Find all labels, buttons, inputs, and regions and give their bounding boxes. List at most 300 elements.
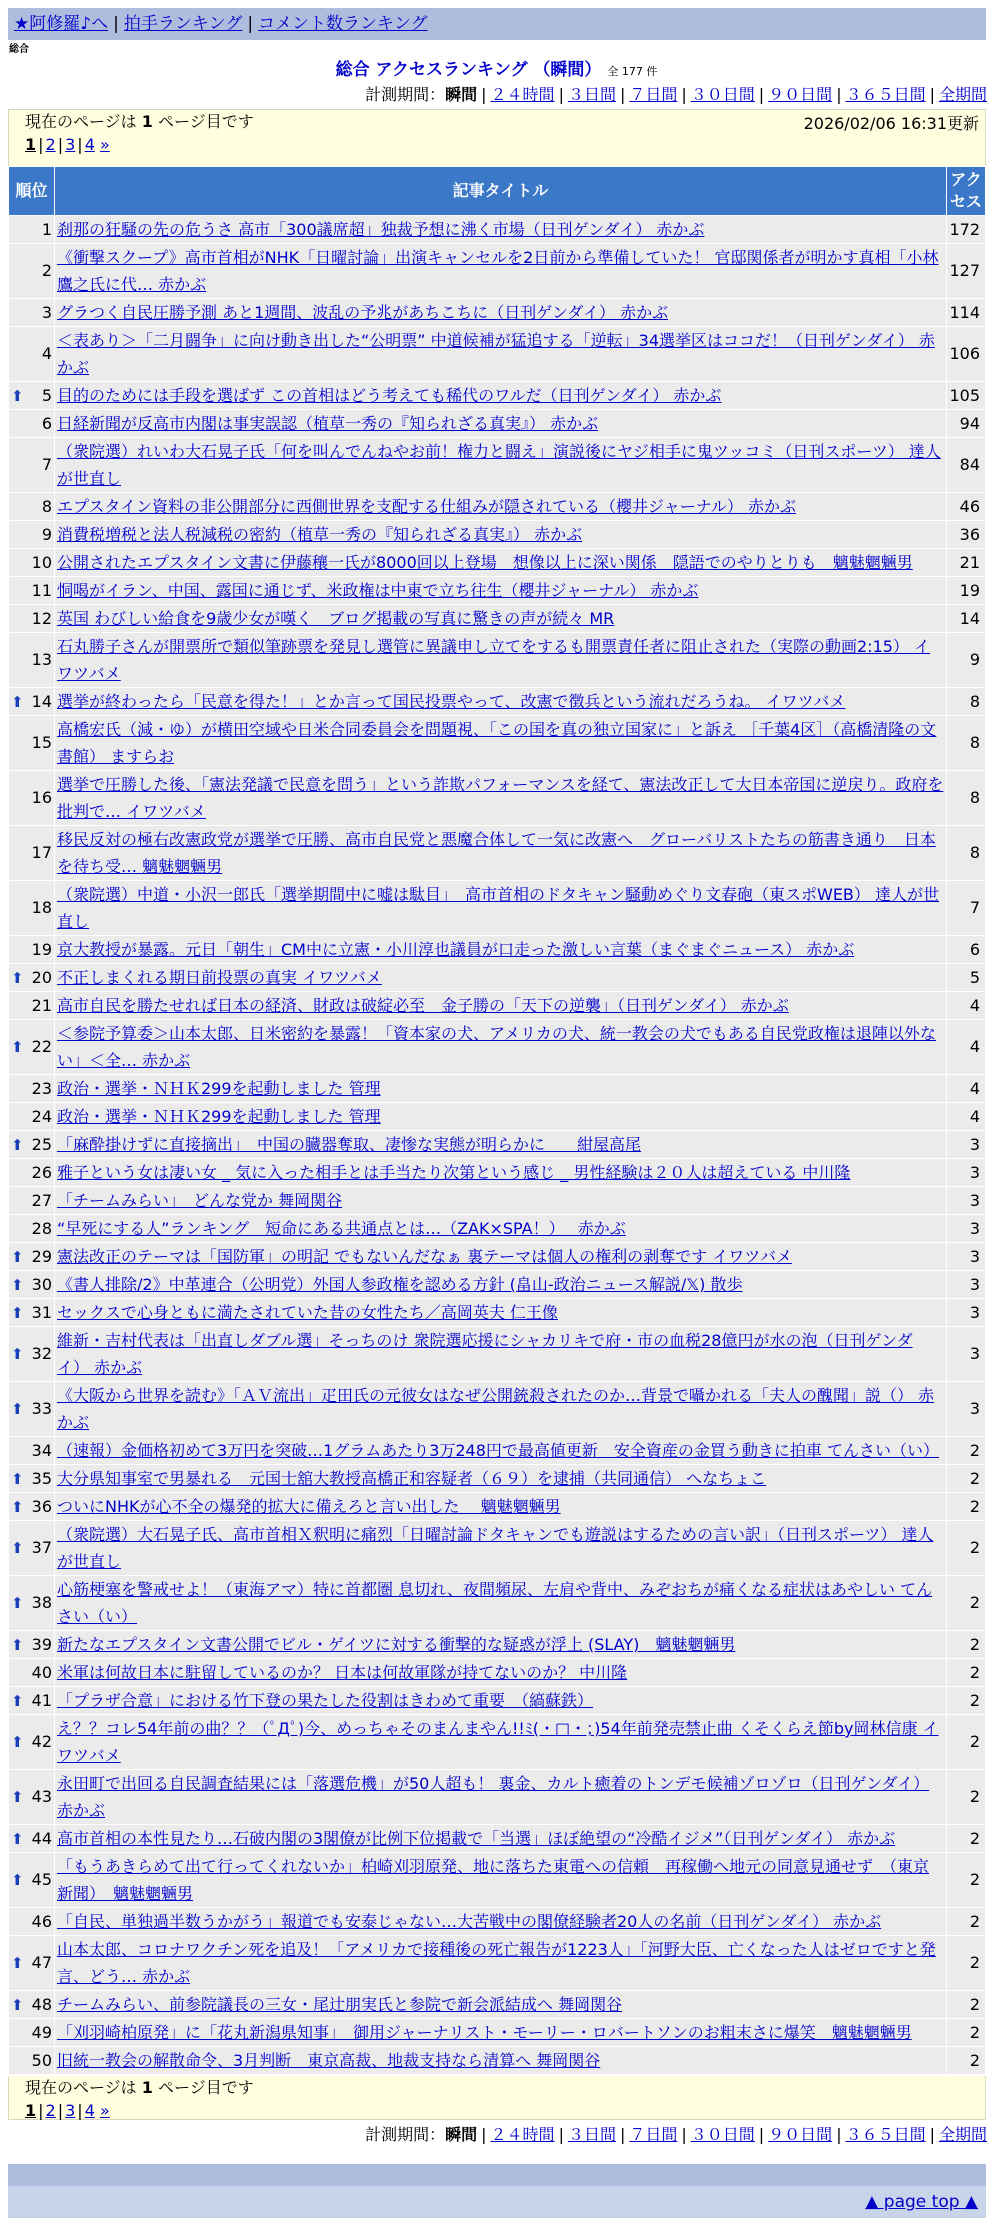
table-row bbox=[9, 1437, 985, 1464]
access-count: 3 bbox=[947, 1215, 985, 1242]
period-link-2[interactable]: ３日間 bbox=[567, 85, 616, 104]
access-count: 105 bbox=[947, 382, 985, 409]
page-separator: | bbox=[77, 135, 83, 154]
article-link[interactable]: 恫喝がイラン、中国、露国に通じず、米政権は中東で立ち往生（櫻井ジャーナル） 赤かぶ bbox=[57, 581, 699, 600]
period-separator: | bbox=[619, 85, 626, 104]
rank-cell bbox=[9, 244, 54, 298]
page-status-bottom: 現在のページは 1 ページ目です bbox=[25, 2078, 254, 2097]
article-link[interactable]: 《書人排除/2》中革連合（公明党）外国人参政権を認める方針 (畠山-政治ニュース解説/𝕏) 散歩 bbox=[57, 1275, 743, 1294]
article-link[interactable]: ＜参院予算委＞山本太郎、日米密約を暴露！「資本家の犬、アメリカの犬、統一教会の犬でもある自民党政権は退陣以外ない」＜全… 赤かぶ bbox=[57, 1024, 936, 1070]
table-row bbox=[9, 964, 985, 991]
rank-cell bbox=[9, 1382, 54, 1436]
rank-number: 1 bbox=[41, 219, 52, 239]
table-row bbox=[9, 493, 985, 520]
up-arrow-icon: ⬆ bbox=[11, 1733, 24, 1751]
title-cell bbox=[55, 826, 946, 880]
access-count: 3 bbox=[947, 1187, 985, 1214]
table-row bbox=[9, 1299, 985, 1326]
article-link[interactable]: 心筋梗塞を警戒せよ！（東海アマ）特に首都圏 息切れ、夜間頻尿、左肩や背中、みぞおちが痛くなる症状はあやしい てんさい（い） bbox=[57, 1580, 933, 1626]
article-link[interactable]: 「自民、単独過半数うかがう」報道でも安泰じゃない…大苦戦中の閣僚経験者20人の名前（日刊ゲンダイ） 赤かぶ bbox=[57, 1912, 882, 1931]
table-row bbox=[9, 936, 985, 963]
page-separator: | bbox=[77, 2101, 83, 2120]
table-row bbox=[9, 549, 985, 576]
title-cell bbox=[55, 521, 946, 548]
rank-number: 11 bbox=[31, 580, 52, 600]
title-cell bbox=[55, 2047, 946, 2074]
title-cell bbox=[55, 1103, 946, 1130]
table-row bbox=[9, 327, 985, 381]
rank-cell bbox=[9, 216, 54, 243]
article-link[interactable]: 山本太郎、コロナワクチン死を追及！「アメリカで接種後の死亡報告が1223人」「河野大臣、亡くなった人はゼロですと発言、どう… 赤かぶ bbox=[57, 1940, 936, 1986]
page-status: 現在のページは 1 ページ目です bbox=[25, 112, 254, 131]
table-row bbox=[9, 1908, 985, 1935]
period-separator: | bbox=[558, 2125, 564, 2144]
title-cell bbox=[55, 2019, 946, 2046]
period-link-7[interactable]: 全期間 bbox=[938, 85, 987, 104]
period-separator: | bbox=[836, 85, 842, 104]
rank-cell bbox=[9, 1465, 54, 1492]
period-link-6[interactable]: ３６５日間 bbox=[845, 2125, 926, 2144]
access-count: 14 bbox=[947, 605, 985, 632]
table-row bbox=[9, 410, 985, 437]
article-link[interactable]: セックスで心身ともに満たされていた昔の女性たち／高岡英夫 仁王像 bbox=[57, 1303, 558, 1322]
period-link-2[interactable]: ３日間 bbox=[567, 2125, 616, 2144]
period-separator: | bbox=[758, 2125, 765, 2144]
rank-number: 6 bbox=[41, 413, 52, 433]
up-arrow-icon: ⬆ bbox=[11, 1303, 24, 1322]
up-arrow-icon: ⬆ bbox=[11, 1871, 24, 1889]
rank-number: 30 bbox=[31, 1274, 52, 1294]
table-row bbox=[9, 521, 985, 548]
article-link[interactable]: 旧統一教会の解散命令、3月判断 東京高裁、地裁支持なら清算へ 舞岡関谷 bbox=[57, 2051, 601, 2070]
title-cell bbox=[55, 1271, 946, 1298]
article-link[interactable]: 「チームみらい」 どんな党か 舞岡関谷 bbox=[57, 1191, 343, 1210]
article-link[interactable]: ＜表あり＞「二月闘争」に向け動き出した“公明票” 中道候補が猛追する「逆転」34選挙区はココだ！（日刊ゲンダイ） 赤かぶ bbox=[57, 331, 935, 377]
rank-number: 33 bbox=[31, 1399, 52, 1418]
rank-cell bbox=[9, 1437, 54, 1464]
period-link-6[interactable]: ３６５日間 bbox=[845, 85, 926, 104]
title-cell bbox=[55, 410, 946, 437]
rank-number: 2 bbox=[41, 261, 52, 280]
article-link[interactable]: チームみらい、前参院議長の三女・尾辻朋実氏と参院で新会派結成へ 舞岡関谷 bbox=[57, 1995, 623, 2014]
table-row bbox=[9, 2047, 985, 2074]
title-cell bbox=[55, 1131, 946, 1158]
asyura-home-link[interactable]: ★阿修羅♪へ bbox=[14, 14, 109, 34]
access-count: 8 bbox=[947, 771, 985, 825]
period-link-3[interactable]: ７日間 bbox=[629, 85, 678, 104]
rank-cell bbox=[9, 1103, 54, 1130]
article-link[interactable]: 《大阪から世界を読む》「ＡＶ流出」疋田氏の元彼女はなぜ公開銃殺されたのか…背景で囁かれる「夫人の醜聞」説（） 赤かぶ bbox=[57, 1386, 935, 1432]
clap-ranking-link[interactable]: 拍手ランキング bbox=[123, 14, 243, 34]
access-column-header: アクセス bbox=[947, 167, 985, 215]
access-count: 9 bbox=[947, 633, 985, 687]
article-link[interactable]: 京大教授が暴露。元日「朝生」CM中に立憲・小川淳也議員が口走った激しい言葉（まぐまぐニュース） 赤かぶ bbox=[57, 940, 855, 959]
rank-number: 49 bbox=[31, 2022, 52, 2042]
article-link[interactable]: え？？コレ54年前の曲？？（ﾟДﾟ)今、めっちゃそのまんまやん!!ﾐ(・□・；)54年前発売禁止曲 くそくらえ節by岡林信康 イワツバメ bbox=[57, 1719, 939, 1765]
access-count: 8 bbox=[947, 688, 985, 715]
up-arrow-icon: ⬆ bbox=[11, 1135, 24, 1154]
access-count: 2 bbox=[947, 1715, 985, 1769]
access-count: 106 bbox=[947, 327, 985, 381]
title-cell bbox=[55, 493, 946, 520]
page-top-link[interactable]: ▲ page top ▲ bbox=[865, 2192, 978, 2212]
access-count: 2 bbox=[947, 1936, 985, 1990]
access-count: 19 bbox=[947, 577, 985, 604]
table-row bbox=[9, 716, 985, 770]
rank-number: 50 bbox=[31, 2050, 52, 2070]
article-link[interactable]: 大分県知事室で男暴れる 元国士舘大教授高橋正和容疑者（６９）を逮捕（共同通信） へなちょこ bbox=[57, 1469, 767, 1488]
table-row bbox=[9, 244, 985, 298]
title-cell bbox=[55, 1631, 946, 1658]
rank-cell bbox=[9, 1493, 54, 1520]
footer-bar bbox=[8, 2164, 986, 2186]
rank-number: 24 bbox=[31, 1106, 52, 1126]
rank-number: 25 bbox=[31, 1134, 52, 1154]
table-row bbox=[9, 1493, 985, 1520]
up-arrow-icon: ⬆ bbox=[11, 1788, 24, 1806]
article-link[interactable]: （衆院選）れいわ大石晃子氏「何を叫んでんねやお前！権力と闘え」演説後にヤジ相手に鬼ツッコミ（日刊スポーツ） 達人が世直し bbox=[57, 442, 941, 488]
access-count: 3 bbox=[947, 1243, 985, 1270]
rank-number: 14 bbox=[31, 691, 52, 711]
title-cell bbox=[55, 1853, 946, 1907]
access-count: 3 bbox=[947, 1159, 985, 1186]
up-arrow-icon: ⬆ bbox=[11, 1995, 24, 2014]
page-numbers-top bbox=[25, 134, 969, 156]
rank-cell bbox=[9, 1991, 54, 2018]
up-arrow-icon: ⬆ bbox=[11, 1594, 24, 1612]
table-row bbox=[9, 771, 985, 825]
period-separator: | bbox=[481, 85, 487, 104]
article-link[interactable]: 「プラザ合意」における竹下登の果たした役割はきわめて重要 （縞蘇鉄） bbox=[57, 1691, 594, 1710]
table-row bbox=[9, 1687, 985, 1714]
title-cell bbox=[55, 1936, 946, 1990]
next-page-link[interactable]: » bbox=[99, 2101, 110, 2120]
up-arrow-icon: ⬆ bbox=[11, 1469, 24, 1488]
rank-cell bbox=[9, 1687, 54, 1714]
rank-cell bbox=[9, 1187, 54, 1214]
rank-cell bbox=[9, 1770, 54, 1824]
rank-cell bbox=[9, 1936, 54, 1990]
table-row bbox=[9, 1853, 985, 1907]
table-row bbox=[9, 1631, 985, 1658]
page-link-3[interactable]: 3 bbox=[65, 2101, 76, 2120]
pagination-top bbox=[8, 109, 986, 167]
rank-cell bbox=[9, 382, 54, 409]
page-title: 総合 アクセスランキング （瞬間） bbox=[335, 60, 602, 80]
rank-cell bbox=[9, 1659, 54, 1686]
article-link[interactable]: 政治・選挙・ＮＨＫ299を起動しました 管理 bbox=[57, 1079, 381, 1098]
article-link[interactable]: （衆院選）大石晃子氏、高市首相Ｘ釈明に痛烈「日曜討論ドタキャンでも遊説はするための言い訳」（日刊スポーツ） 達人が世直し bbox=[57, 1525, 934, 1571]
period-separator: | bbox=[558, 85, 564, 104]
title-cell bbox=[55, 936, 946, 963]
page-link-3[interactable]: 3 bbox=[65, 135, 76, 154]
access-count: 7 bbox=[947, 881, 985, 935]
rank-number: 34 bbox=[31, 1440, 52, 1460]
access-count: 114 bbox=[947, 299, 985, 326]
period-separator: | bbox=[758, 85, 765, 104]
article-link[interactable]: 消費税増税と法人税減税の密約（植草一秀の『知られざる真実』） 赤かぶ bbox=[57, 525, 583, 544]
table-row bbox=[9, 577, 985, 604]
article-link[interactable]: ついにNHKが心不全の爆発的拡大に備えろと言い出した 魑魅魍魎男 bbox=[57, 1497, 561, 1516]
page-separator: | bbox=[38, 2101, 44, 2120]
article-link[interactable]: エプスタイン資料の非公開部分に西側世界を支配する仕組みが隠されている（櫻井ジャーナル） 赤かぶ bbox=[57, 497, 797, 516]
table-row bbox=[9, 1659, 985, 1686]
up-arrow-icon: ⬆ bbox=[11, 1038, 24, 1056]
period-link-4[interactable]: ３０日間 bbox=[690, 2125, 755, 2144]
rank-cell bbox=[9, 577, 54, 604]
total-count: 全 177 件 bbox=[607, 65, 658, 78]
rank-cell bbox=[9, 633, 54, 687]
title-cell bbox=[55, 1215, 946, 1242]
rank-cell bbox=[9, 1299, 54, 1326]
up-arrow-icon: ⬆ bbox=[11, 692, 24, 711]
title-cell bbox=[55, 1687, 946, 1714]
table-row bbox=[9, 1991, 985, 2018]
rank-cell bbox=[9, 1908, 54, 1935]
access-count: 4 bbox=[947, 992, 985, 1019]
article-link[interactable]: 新たなエプスタイン文書公開でビル・ゲイツに対する衝撃的な疑惑が浮上 (SLAY) 魑魅魍魎男 bbox=[57, 1635, 736, 1654]
rank-cell bbox=[9, 1631, 54, 1658]
article-link[interactable]: 石丸勝子さんが開票所で類似筆跡票を発見し選管に異議申し立てをするも開票責任者に阻止された（実際の動画2:15） イワツバメ bbox=[57, 637, 931, 683]
title-cell bbox=[55, 716, 946, 770]
access-count: 2 bbox=[947, 1770, 985, 1824]
access-count: 2 bbox=[947, 1631, 985, 1658]
page-link-2[interactable]: 2 bbox=[45, 135, 56, 154]
article-link[interactable]: 公開されたエプスタイン文書に伊藤穰一氏が8000回以上登場 想像以上に深い関係 隠語でのやりとりも 魑魅魍魎男 bbox=[57, 553, 913, 572]
title-cell bbox=[55, 1075, 946, 1102]
article-link[interactable]: 目的のためには手段を選ばず この首相はどう考えても稀代のワルだ（日刊ゲンダイ） 赤かぶ bbox=[57, 386, 722, 405]
rank-cell bbox=[9, 1521, 54, 1575]
ranking-table bbox=[8, 166, 986, 2075]
title-cell bbox=[55, 1159, 946, 1186]
article-link[interactable]: 日経新聞が反高市内閣は事実誤認（植草一秀の『知られざる真実』） 赤かぶ bbox=[57, 414, 599, 433]
table-row bbox=[9, 1187, 985, 1214]
period-separator: | bbox=[836, 2125, 842, 2144]
access-count: 172 bbox=[947, 216, 985, 243]
access-count: 8 bbox=[947, 826, 985, 880]
article-link[interactable]: 不正しまくれる期日前投票の真実 イワツバメ bbox=[57, 968, 382, 987]
rank-number: 35 bbox=[31, 1468, 52, 1488]
article-link[interactable]: 選挙が終わったら「民意を得た！」とか言って国民投票やって、改憲で徴兵という流れだろうね。 イワツバメ bbox=[57, 692, 846, 711]
access-count: 4 bbox=[947, 1103, 985, 1130]
rank-number: 42 bbox=[31, 1732, 52, 1751]
title-cell bbox=[55, 1382, 946, 1436]
title-cell bbox=[55, 244, 946, 298]
title-cell bbox=[55, 1576, 946, 1630]
access-count: 2 bbox=[947, 1437, 985, 1464]
access-count: 21 bbox=[947, 549, 985, 576]
table-row bbox=[9, 1576, 985, 1630]
article-link[interactable]: 永田町で出回る自民調査結果には「落選危機」が50人超も！ 裏金、カルト癒着のトンデモ候補ゾロゾロ（日刊ゲンダイ） 赤かぶ bbox=[57, 1774, 930, 1820]
rank-number: 46 bbox=[31, 1911, 52, 1931]
rank-number: 41 bbox=[31, 1690, 52, 1710]
next-page-link[interactable]: » bbox=[99, 135, 110, 154]
rank-number: 37 bbox=[31, 1538, 52, 1557]
period-label: 計測期間： bbox=[365, 2125, 446, 2144]
article-link[interactable]: （衆院選）中道・小沢一郎氏「選挙期間中に嘘は駄目」 高市首相のドタキャン騒動めぐり文春砲（東スポWEB） 達人が世直し bbox=[57, 885, 939, 931]
table-row bbox=[9, 992, 985, 1019]
rank-number: 15 bbox=[31, 733, 52, 752]
rank-cell bbox=[9, 1159, 54, 1186]
rank-cell bbox=[9, 438, 54, 492]
up-arrow-icon: ⬆ bbox=[11, 968, 24, 987]
title-cell bbox=[55, 1437, 946, 1464]
title-cell bbox=[55, 438, 946, 492]
access-count: 6 bbox=[947, 936, 985, 963]
article-link[interactable]: 雅子という女は凄い女 _ 気に入った相手とは手当たり次第という感じ _ 男性経験は２０人は超えている 中川隆 bbox=[57, 1163, 851, 1182]
up-arrow-icon: ⬆ bbox=[11, 386, 24, 405]
article-link[interactable]: （速報）金価格初めて3万円を突破…1グラムあたり3万248円で最高値更新 安全資産の金買う動きに拍車 てんさい（い） bbox=[57, 1441, 940, 1460]
access-count: 84 bbox=[947, 438, 985, 492]
access-count: 2 bbox=[947, 1659, 985, 1686]
comment-ranking-link[interactable]: コメント数ランキング bbox=[258, 14, 428, 34]
access-count: 2 bbox=[947, 1493, 985, 1520]
article-link[interactable]: 刹那の狂騒の先の危うさ 高市「300議席超」独裁予想に沸く市場（日刊ゲンダイ） 赤かぶ bbox=[57, 220, 705, 239]
rank-cell bbox=[9, 1131, 54, 1158]
article-link[interactable]: 選挙で圧勝した後、「憲法発議で民意を問う」という詐欺パフォーマンスを経て、憲法改正して大日本帝国に逆戻り。政府を批判で… イワツバメ bbox=[57, 775, 944, 821]
table-header-row bbox=[9, 167, 985, 215]
period-link-1[interactable]: ２４時間 bbox=[490, 85, 555, 104]
rank-cell bbox=[9, 1215, 54, 1242]
period-separator: | bbox=[929, 85, 935, 104]
article-link[interactable]: 移民反対の極右改憲政党が選挙で圧勝、高市自民党と悪魔合体して一気に改憲へ グローバリストたちの筋書き通り 日本を待ち受… 魑魅魍魎男 bbox=[57, 830, 936, 876]
access-count: 2 bbox=[947, 2047, 985, 2074]
article-link[interactable]: 維新・吉村代表は「出直しダブル選」そっちのけ 衆院選応援にシャカリキで府・市の血税28億円が水の泡（日刊ゲンダイ） 赤かぶ bbox=[57, 1331, 913, 1377]
article-link[interactable]: 「もうあきらめて出て行ってくれないか」柏崎刈羽原発、地に落ちた東電への信頼 再稼働へ地元の同意見通せず （東京新聞） 魑魅魍魎男 bbox=[57, 1857, 930, 1903]
article-link[interactable]: 米軍は何故日本に駐留しているのか？ 日本は何故軍隊が持てないのか？ 中川隆 bbox=[57, 1663, 628, 1682]
rank-number: 45 bbox=[31, 1870, 52, 1889]
page-number-current: 1 bbox=[25, 135, 37, 154]
title-cell bbox=[55, 633, 946, 687]
page-link-4[interactable]: 4 bbox=[84, 135, 95, 154]
table-row bbox=[9, 688, 985, 715]
rank-cell bbox=[9, 1576, 54, 1630]
title-cell bbox=[55, 1991, 946, 2018]
period-link-7[interactable]: 全期間 bbox=[938, 2125, 987, 2144]
access-count: 2 bbox=[947, 1825, 985, 1852]
title-cell bbox=[55, 1825, 946, 1852]
rank-number: 22 bbox=[31, 1037, 52, 1056]
page-numbers-bottom bbox=[25, 2100, 969, 2122]
up-arrow-icon: ⬆ bbox=[11, 1275, 24, 1294]
rank-cell bbox=[9, 1020, 54, 1074]
period-link-5[interactable]: ９０日間 bbox=[768, 85, 833, 104]
page-top-bar bbox=[8, 2186, 986, 2218]
table-row bbox=[9, 633, 985, 687]
title-cell bbox=[55, 299, 946, 326]
up-arrow-icon: ⬆ bbox=[11, 1400, 24, 1418]
rank-number: 3 bbox=[41, 302, 52, 322]
rank-cell bbox=[9, 1853, 54, 1907]
article-link[interactable]: 政治・選挙・ＮＨＫ299を起動しました 管理 bbox=[57, 1107, 381, 1126]
title-cell bbox=[55, 1299, 946, 1326]
table-row bbox=[9, 1327, 985, 1381]
rank-cell bbox=[9, 826, 54, 880]
title-cell bbox=[55, 1493, 946, 1520]
title-cell bbox=[55, 964, 946, 991]
title-cell bbox=[55, 1020, 946, 1074]
rank-number: 12 bbox=[31, 608, 52, 628]
table-row bbox=[9, 216, 985, 243]
table-row bbox=[9, 1382, 985, 1436]
period-link-1[interactable]: ２４時間 bbox=[490, 2125, 555, 2144]
rank-cell bbox=[9, 1825, 54, 1852]
pagination-bottom bbox=[8, 2076, 986, 2120]
page-title-row bbox=[0, 58, 993, 84]
rank-column-header: 順位 bbox=[9, 167, 54, 215]
article-link[interactable]: 憲法改正のテーマは「国防軍」の明記 でもないんだなぁ 裏テーマは個人の権利の剥奪です イワツバメ bbox=[57, 1247, 792, 1266]
rank-cell bbox=[9, 2047, 54, 2074]
period-selector-bottom bbox=[365, 2124, 987, 2146]
period-link-5[interactable]: ９０日間 bbox=[768, 2125, 833, 2144]
page-separator: | bbox=[57, 135, 64, 154]
title-cell bbox=[55, 992, 946, 1019]
section-label: 総合 bbox=[9, 44, 29, 55]
title-cell bbox=[55, 1715, 946, 1769]
article-link[interactable]: 《衝撃スクープ》高市首相がNHK「日曜討論」出演キャンセルを2日前から準備していた！ 官邸関係者が明かす真相「小林鷹之氏に代… 赤かぶ bbox=[57, 248, 939, 294]
rank-number: 18 bbox=[31, 898, 52, 917]
article-link[interactable]: 英国 わびしい給食を9歳少女が嘆く ブログ掲載の写真に驚きの声が続々 MR bbox=[57, 609, 615, 628]
access-count: 36 bbox=[947, 521, 985, 548]
article-link[interactable]: 高橋宏氏（減・ゆ）が横田空域や日米合同委員会を問題視、「この国を真の独立国家に」と訴え ［千葉4区］（高橋清隆の文書館） ますらお bbox=[57, 720, 937, 766]
access-count: 2 bbox=[947, 1465, 985, 1492]
article-link[interactable]: 「刈羽崎柏原発」に「花丸新潟県知事」 御用ジャーナリスト・モーリー・ロバートソンのお粗末さに爆笑 魑魅魍魎男 bbox=[57, 2023, 912, 2042]
access-count: 94 bbox=[947, 410, 985, 437]
rank-cell bbox=[9, 410, 54, 437]
rank-number: 29 bbox=[31, 1246, 52, 1266]
rank-cell bbox=[9, 716, 54, 770]
table-row bbox=[9, 1243, 985, 1270]
period-current: 瞬間 bbox=[445, 85, 478, 104]
article-link[interactable]: 高市首相の本性見たり…石破内閣の3閣僚が比例下位掲載で「当選」ほぼ絶望の“冷酷イジメ”（日刊ゲンダイ） 赤かぶ bbox=[57, 1829, 896, 1848]
rank-number: 20 bbox=[31, 967, 52, 987]
article-link[interactable]: 高市自民を勝たせれば日本の経済、財政は破綻必至 金子勝の「天下の逆襲」（日刊ゲンダイ） 赤かぶ bbox=[57, 996, 789, 1015]
table-row bbox=[9, 1131, 985, 1158]
period-link-3[interactable]: ７日間 bbox=[629, 2125, 678, 2144]
access-count: 3 bbox=[947, 1271, 985, 1298]
title-cell bbox=[55, 549, 946, 576]
rank-number: 28 bbox=[31, 1218, 52, 1238]
period-link-4[interactable]: ３０日間 bbox=[690, 85, 755, 104]
title-cell bbox=[55, 1770, 946, 1824]
up-arrow-icon: ⬆ bbox=[11, 1345, 24, 1363]
article-link[interactable]: 「麻酔掛けずに直接摘出」 中国の臓器奪取、凄惨な実態が明らかに 紺屋高尾 bbox=[57, 1135, 642, 1154]
title-cell bbox=[55, 1187, 946, 1214]
period-selector-top bbox=[365, 84, 987, 106]
rank-cell bbox=[9, 299, 54, 326]
rank-number: 38 bbox=[31, 1593, 52, 1612]
table-row bbox=[9, 2019, 985, 2046]
access-count: 2 bbox=[947, 1576, 985, 1630]
title-cell bbox=[55, 771, 946, 825]
period-separator: | bbox=[681, 85, 687, 104]
title-cell bbox=[55, 1327, 946, 1381]
article-link[interactable]: “早死にする人”ランキング 短命にある共通点とは…（ZAK×SPA！） 赤かぶ bbox=[57, 1219, 626, 1238]
rank-number: 8 bbox=[41, 496, 52, 516]
page-link-2[interactable]: 2 bbox=[45, 2101, 56, 2120]
rank-number: 31 bbox=[31, 1302, 52, 1322]
table-row bbox=[9, 1770, 985, 1824]
table-row bbox=[9, 299, 985, 326]
article-link[interactable]: グラつく自民圧勝予測 あと1週間、波乱の予兆があちこちに（日刊ゲンダイ） 赤かぶ bbox=[57, 303, 669, 322]
up-arrow-icon: ⬆ bbox=[11, 1497, 24, 1516]
rank-number: 48 bbox=[31, 1994, 52, 2014]
table-row bbox=[9, 1159, 985, 1186]
page-link-4[interactable]: 4 bbox=[84, 2101, 95, 2120]
table-row bbox=[9, 826, 985, 880]
rank-cell bbox=[9, 549, 54, 576]
rank-cell bbox=[9, 1327, 54, 1381]
